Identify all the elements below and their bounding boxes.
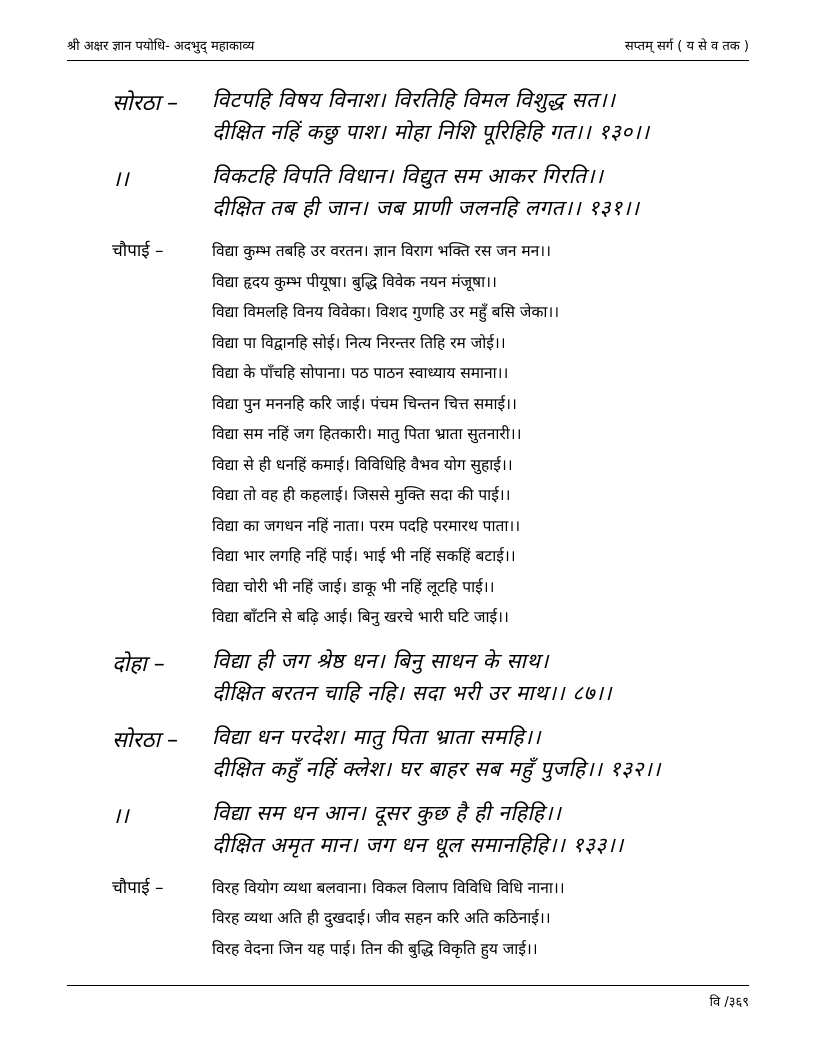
chaupai-line: विद्या के पाँचहि सोपाना। पठ पाठन स्वाध्याय समाना।। (212, 364, 509, 382)
verse-line: दीक्षित अमृत मान। जग धन धूल समानहिहि।। १३३।। (212, 832, 624, 857)
header-divider (67, 60, 749, 61)
chaupai-line: विद्या कुम्भ तबहि उर वरतन। ज्ञान विराग भक्ति रस जन मन।। (212, 242, 552, 260)
verse-line: विद्या ही जग श्रेष्ठ धन। बिनु साधन के साथ। (212, 648, 549, 673)
chaupai-line: विरह वियोग व्यथा बलवाना। विकल विलाप विविधि विधि नाना।। (212, 878, 565, 897)
verse-label: सोरठा – (112, 91, 179, 116)
verse-line: दीक्षित बरतन चाहि नहि। सदा भरी उर माथ।। ८७।। (212, 680, 612, 705)
verse-label: चौपाई – (112, 241, 164, 261)
chaupai-line: विद्या हृदय कुम्भ पीयूषा। बुद्धि विवेक नयन मंजूषा।। (212, 272, 497, 291)
chaupai-line: विरह वेदना जिन यह पाई। तिन की बुद्धि विकृति हुय जाई।। (212, 939, 538, 958)
chaupai-line: विद्या विमलहि विनय विवेका। विशद गुणहि उर महुँ बसि जेका।। (212, 303, 560, 321)
chaupai-line: विद्या तो वह ही कहलाई। जिससे मुक्ति सदा की पाई।। (212, 486, 511, 504)
chapter-title: सप्तम् सर्ग ( य से व तक ) (624, 39, 749, 54)
soratha-131 (112, 160, 749, 224)
chaupai-line: विद्या पुन मननहि करि जाई। पंचम चिन्तन चित्त समाई।। (212, 394, 517, 413)
chaupai-line: विद्या चोरी भी नहिं जाई। डाकू भी नहिं लूटहि पाई।। (212, 577, 495, 596)
soratha-130 (112, 84, 749, 148)
footer-divider (67, 985, 749, 986)
verse-line: दीक्षित नहिं कछु पाश। मोहा निशि पूरिहिहि गत।। १३०।। (212, 120, 650, 144)
verse-line: विटपहि विषय विनाश। विरतिहि विमल विशुद्ध सत।। (212, 88, 616, 112)
soratha-132 (112, 721, 749, 785)
verse-line: विकटहि विपति विधान। विद्युत सम आकर गिरति।। (212, 164, 604, 188)
verse-line: विद्या सम धन आन। दूसर कुछ है ही नहिहि।। (212, 800, 562, 825)
page-number: वि /३६९ (709, 995, 749, 1010)
chaupai-line: विद्या सम नहिं जग हितकारी। मातु पिता भ्राता सुतनारी।। (212, 425, 522, 443)
chaupai-line: विद्या का जगधन नहिं नाता। परम पदहि परमारथ पाता।। (212, 516, 521, 535)
chaupai-line: विद्या से ही धनहिं कमाई। विविधिहि वैभव योग सुहाई।। (212, 455, 513, 474)
verse-label: ।। (112, 167, 129, 192)
doha-87 (112, 645, 749, 709)
verse-line: दीक्षित कहुँ नहिं क्लेश। घर बाहर सब महुँ पुजहि।। १३२।। (212, 756, 661, 781)
page-body (67, 84, 749, 976)
chaupai-line: विरह व्यथा अति ही दुखदाई। जीव सहन करि अति कठिनाई।। (212, 909, 551, 927)
chaupai-line: विद्या पा विद्वानहि सोई। नित्य निरन्तर तिहि रम जोई।। (212, 333, 506, 352)
chaupai-virah (112, 873, 749, 965)
chaupai-line: विद्या भार लगहि नहिं पाई। भाई भी नहिं सकहिं बटाई।। (212, 547, 516, 565)
soratha-133 (112, 797, 749, 861)
verse-line: दीक्षित तब ही जान। जब प्राणी जलनहि लगत।। १३१।। (212, 196, 640, 220)
book-title: श्री अक्षर ज्ञान पयोधि- अदभुद् महाकाव्य (67, 39, 255, 54)
chaupai-vidya (112, 236, 749, 633)
verse-label: ।। (112, 803, 129, 829)
page-header (67, 30, 749, 54)
verse-label: दोहा – (112, 651, 165, 677)
verse-label: सोरठा – (112, 727, 179, 753)
verse-line: विद्या धन परदेश। मातु पिता भ्राता समहि।। (212, 724, 541, 749)
verse-label: चौपाई – (112, 877, 164, 898)
chaupai-line: विद्या बाँटनि से बढ़ि आई। बिनु खरचे भारी घटि जाई।। (212, 608, 509, 626)
